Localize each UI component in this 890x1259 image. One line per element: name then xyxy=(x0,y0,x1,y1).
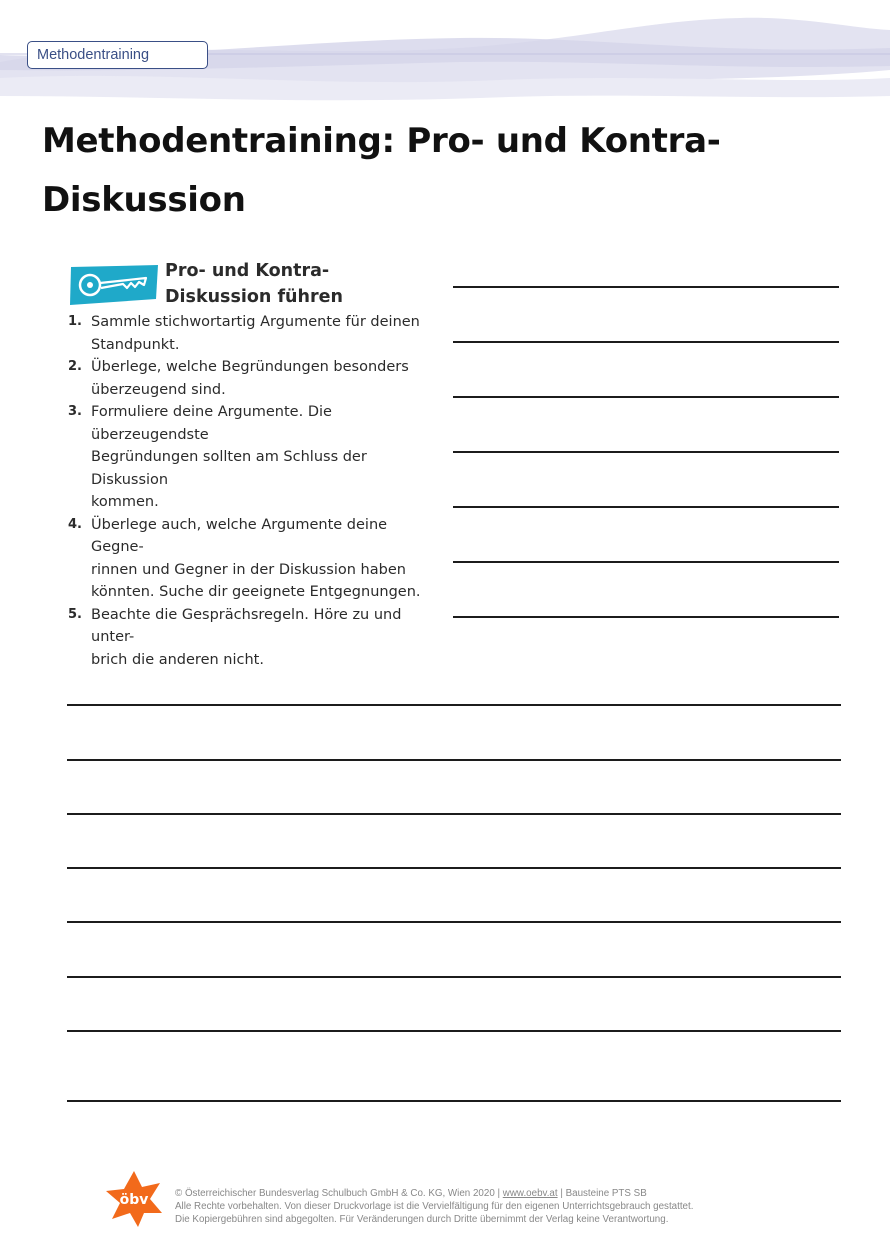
list-item xyxy=(66,604,434,672)
steps-list xyxy=(66,311,434,671)
writing-line[interactable] xyxy=(67,1030,841,1032)
writing-line[interactable] xyxy=(453,286,839,288)
footer-line-3: Die Kopiergebühren sind abgegolten. Für Veränderungen durch Dritte übernimmt der Verlag keine Verantwortung. xyxy=(175,1214,669,1225)
writing-line[interactable] xyxy=(67,704,841,706)
writing-line[interactable] xyxy=(453,616,839,618)
writing-line[interactable] xyxy=(67,921,841,923)
writing-line[interactable] xyxy=(67,976,841,978)
writing-line[interactable] xyxy=(453,451,839,453)
step-number: 5. xyxy=(68,606,82,622)
step-number: 2. xyxy=(68,359,82,374)
list-item xyxy=(66,514,434,604)
writing-line[interactable] xyxy=(453,506,839,508)
step-text: Überlege, welche Begründungen besonders überzeugend sind. xyxy=(91,359,409,398)
footer-line-1: © Österreichischer Bundesverlag Schulbuch GmbH & Co. KG, Wien 2020 | www.oebv.at | Bausteine PTS SB xyxy=(175,1188,647,1199)
method-box-heading: Pro- und Kontra-Diskussion führen xyxy=(165,261,343,307)
publisher-link[interactable]: www.oebv.at xyxy=(502,1188,558,1199)
footer-line-2: Alle Rechte vorbehalten. Von dieser Druckvorlage ist die Vervielfältigung für den eigenen Unterrichtsgebrauch gestattet. xyxy=(175,1201,694,1212)
section-chip: Methodentraining xyxy=(27,41,208,69)
writing-line[interactable] xyxy=(67,813,841,815)
publisher-logo xyxy=(104,1169,164,1229)
logo-text: öbv xyxy=(119,1192,149,1208)
writing-line[interactable] xyxy=(67,759,841,761)
list-item xyxy=(66,401,434,514)
footer-copyright xyxy=(175,1187,855,1226)
step-number: 1. xyxy=(68,314,82,329)
key-icon xyxy=(68,263,160,307)
writing-line[interactable] xyxy=(453,561,839,563)
writing-line[interactable] xyxy=(67,1100,841,1102)
writing-line[interactable] xyxy=(453,341,839,343)
list-item xyxy=(66,356,434,401)
step-text: Beachte die Gesprächsregeln. Höre zu und unter- brich die anderen nicht. xyxy=(91,606,402,668)
step-text: Sammle stichwortartig Argumente für deinen Standpunkt. xyxy=(91,314,420,353)
step-text: Überlege auch, welche Argumente deine Gegne- rinnen und Gegner in der Diskussion haben könnten. Suche dir geeignete Entgegnungen. xyxy=(91,516,421,600)
step-number: 3. xyxy=(68,404,82,419)
list-item xyxy=(66,311,434,356)
page-title: Methodentraining: Pro- und Kontra-Diskussion xyxy=(42,121,721,220)
writing-line[interactable] xyxy=(453,396,839,398)
writing-line[interactable] xyxy=(67,867,841,869)
step-text: Formuliere deine Argumente. Die überzeugendste Begründungen sollten am Schluss der Diskussion kommen. xyxy=(91,404,367,510)
step-number: 4. xyxy=(68,516,82,532)
